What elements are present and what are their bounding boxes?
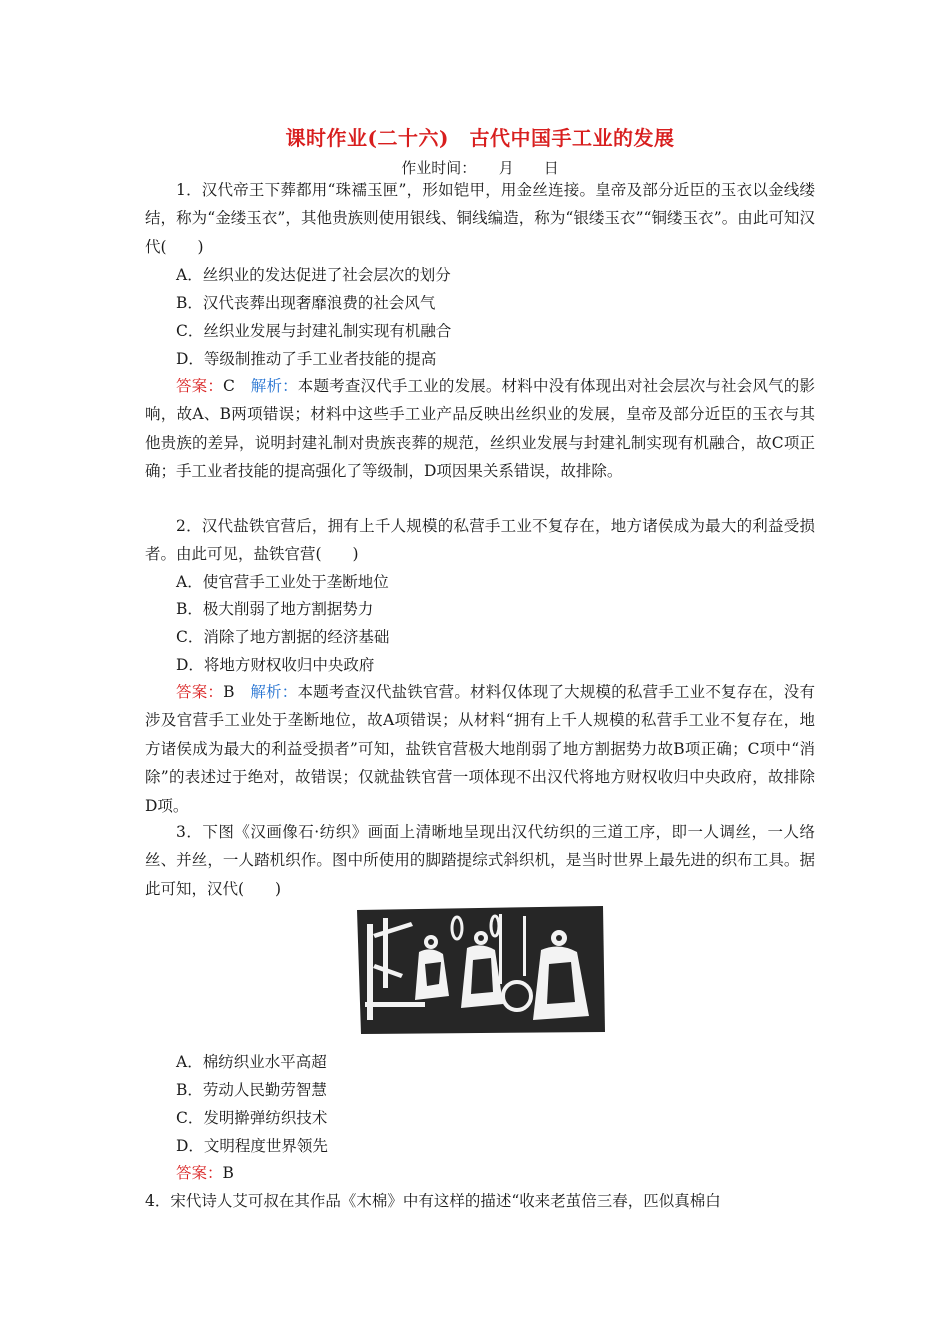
page-title: 课时作业(二十六) 古代中国手工业的发展 [285, 126, 675, 150]
question-1-stem: 1．汉代帝王下葬都用“珠襦玉匣”，形如铠甲，用金丝连接。皇帝及部分近臣的玉衣以金线缕结，称为“金缕玉衣”，其他贵族则使用银线、铜线编造，称为“银缕玉衣”“铜缕玉衣”。由此可知汉代( ) [145, 181, 815, 256]
q2-option-a: A．使官营手工业处于垄断地位 [176, 573, 389, 591]
q2-answer-block [145, 678, 815, 820]
q2-option-d: D．将地方财权收归中央政府 [176, 656, 375, 674]
question-3-stem: 3．下图《汉画像石·纺织》画面上清晰地呈现出汉代纺织的三道工序，即一人调丝，一人络丝、并丝，一人踏机织作。图中所使用的脚踏提综式斜织机，是当时世界上最先进的织布工具。据此可知，汉代( ) [145, 823, 815, 898]
answer-label: 答案： [176, 377, 224, 395]
q3-option-a: A．棉纺织业水平高超 [176, 1053, 327, 1071]
explanation-text: 本题考查汉代手工业的发展。材料中没有体现出对社会层次与社会风气的影响，故A、B两项错误；材料中这些手工业产品反映出丝织业的发展，皇帝及部分近臣的玉衣与其他贵族的差异，说明封建礼制对贵族丧葬的规范，丝织业发展与封建礼制实现有机融合，故C项正确；手工业者技能的提高强化了等级制，D项因果关系错误，故排除。 [145, 377, 815, 481]
answer-value: B [223, 683, 235, 701]
q1-option-a: A．丝织业的发达促进了社会层次的划分 [176, 266, 451, 284]
q3-answer-line [176, 1163, 234, 1183]
q1-option-c: C．丝织业发展与封建礼制实现有机融合 [176, 322, 452, 340]
q1-option-d: D．等级制推动了手工业者技能的提高 [176, 350, 437, 368]
explanation-text: 本题考查汉代盐铁官营。材料仅体现了大规模的私营手工业不复存在，没有涉及官营手工业处于垄断地位，故A项错误；从材料“拥有上千人规模的私营手工业不复存在，地方诸侯成为最大的利益受损者”可知，盐铁官营极大地削弱了地方割据势力故B项正确；C项中“消除”的表述过于绝对，故错误；仅就盐铁官营一项体现不出汉代将地方财权收归中央政府，故排除D项。 [145, 683, 815, 815]
q2-option-c: C．消除了地方割据的经济基础 [176, 628, 390, 646]
han-stone-relief-weaving-image [353, 904, 607, 1036]
q3-option-d: D．文明程度世界领先 [176, 1137, 328, 1155]
answer-label: 答案： [176, 683, 224, 701]
date-line: 作业时间： 月 日 [401, 159, 559, 177]
q1-option-b: B．汉代丧葬出现奢靡浪费的社会风气 [176, 294, 436, 312]
q3-option-c: C．发明擀弹纺织技术 [176, 1109, 328, 1127]
explanation-label: 解析： [250, 377, 298, 395]
explanation-label: 解析： [250, 683, 298, 701]
answer-value: B [222, 1164, 234, 1182]
question-2-stem: 2．汉代盐铁官营后，拥有上千人规模的私营手工业不复存在，地方诸侯成为最大的利益受损者。由此可见，盐铁官营( ) [145, 517, 815, 564]
q2-option-b: B．极大削弱了地方割据势力 [176, 600, 374, 618]
answer-value: C [223, 377, 235, 395]
answer-label: 答案： [176, 1164, 223, 1182]
q1-answer-block [145, 372, 815, 486]
q3-option-b: B．劳动人民勤劳智慧 [176, 1081, 327, 1099]
question-4-stem: 4．宋代诗人艾可叔在其作品《木棉》中有这样的描述“收来老茧倍三春，匹似真棉白 [145, 1192, 721, 1210]
